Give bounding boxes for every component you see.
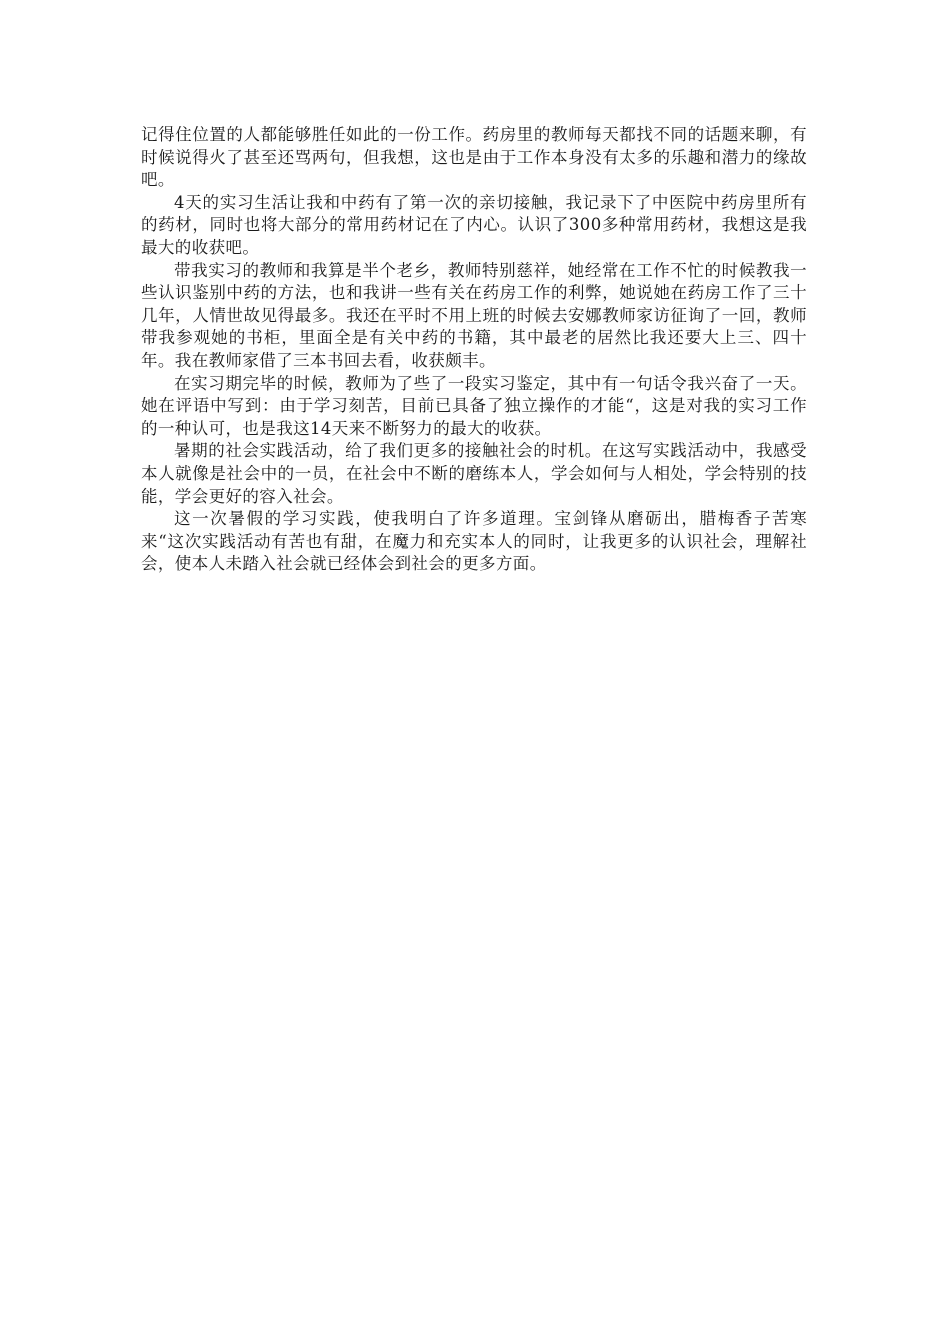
paragraph-conclusion: 这一次暑假的学习实践，使我明白了许多道理。宝剑锋从磨砺出，腊梅香子苦寒来“这次实践活动有苦也有甜，在魔力和充实本人的同时，让我更多的认识社会，理解社会，使本人未踏入社会就已经体会到社会的更多方面。 [141, 509, 807, 574]
paragraph-internship-summary: 4天的实习生活让我和中药有了第一次的亲切接触，我记录下了中医院中药房里所有的药材，同时也将大部分的常用药材记在了内心。认识了300多种常用药材，我想这是我最大的收获吧。 [141, 192, 807, 257]
paragraph-continuation: 记得住位置的人都能够胜任如此的一份工作。药房里的教师每天都找不同的话题来聊，有时候说得火了甚至还骂两句，但我想，这也是由于工作本身没有太多的乐趣和潜力的缘故吧。 [141, 125, 807, 190]
paragraph-evaluation: 在实习期完毕的时候，教师为了些了一段实习鉴定，其中有一句话令我兴奋了一天。她在评语中写到：由于学习刻苦，目前已具备了独立操作的才能“，这是对我的实习工作的一种认可，也是我这14天来不断努力的最大的收获。 [141, 373, 807, 438]
paragraph-mentor: 带我实习的教师和我算是半个老乡，教师特别慈祥，她经常在工作不忙的时候教我一些认识鉴别中药的方法，也和我讲一些有关在药房工作的利弊，她说她在药房工作了三十几年，人情世故见得最多。我还在平时不用上班的时候去安娜教师家访征询了一回，教师带我参观她的书柜，里面全是有关中药的书籍，其中最老的居然比我还要大上三、四十年。我在教师家借了三本书回去看，收获颇丰。 [141, 260, 807, 370]
document-body [141, 124, 807, 576]
paragraph-social-practice: 暑期的社会实践活动，给了我们更多的接触社会的时机。在这写实践活动中，我感受本人就像是社会中的一员，在社会中不断的磨练本人，学会如何与人相处，学会特别的技能，学会更好的容入社会。 [141, 441, 807, 506]
